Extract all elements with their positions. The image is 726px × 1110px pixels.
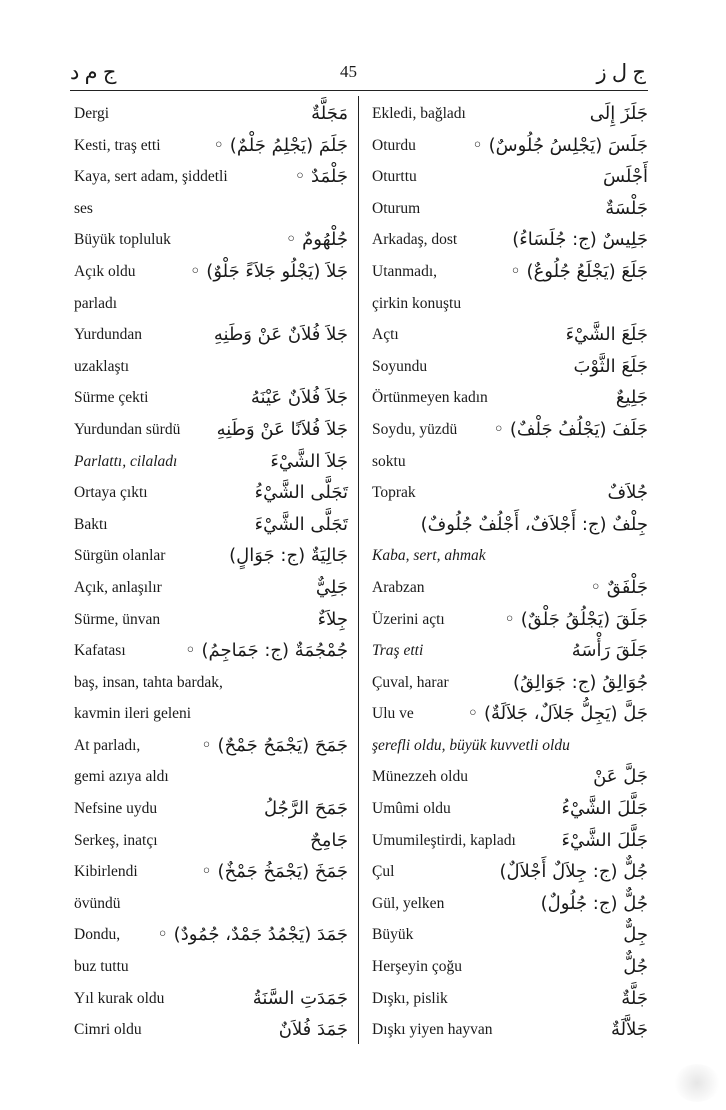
dictionary-entry [372,130,648,162]
turkish-meaning: buz tuttu [74,958,129,976]
turkish-meaning: Kibirlendi [74,863,138,881]
turkish-meaning: Açık, anlaşılır [74,578,162,596]
arabic-headword: جَلاَّلَةٌ [610,1019,648,1041]
dictionary-entry [74,856,348,888]
turkish-meaning: Sürgün olanlar [74,547,166,565]
dictionary-entry [74,604,348,636]
dictionary-entry [74,509,348,541]
page-corner-smudge [674,1064,720,1102]
dictionary-entry [372,856,648,888]
turkish-meaning: Toprak [372,484,416,502]
turkish-meaning: Soydu, yüzdü [372,420,458,438]
left-column [74,98,348,1046]
dictionary-entry [372,319,648,351]
turkish-meaning: parladı [74,294,118,312]
arabic-headword: أَجْلَسَ [602,166,648,188]
arabic-headword: جَلِيسٌ (ج: جُلَسَاءُ) [512,229,648,251]
dictionary-entry [372,224,648,256]
dictionary-entry [74,288,348,320]
header-left-root: ج م د [70,60,117,84]
turkish-meaning: Kafatası [74,642,126,660]
turkish-meaning: Soyundu [372,357,428,375]
arabic-headword: جَلِيٌّ [315,576,348,598]
dictionary-entry [372,540,648,572]
turkish-meaning: Örtünmeyen kadın [372,389,488,407]
arabic-headword: جُوَالِقُ (ج: جَوَالِقُ) [512,671,648,693]
dictionary-entry [74,319,348,351]
turkish-meaning: Umumileştirdi, kapladı [372,831,516,849]
arabic-headword: جَامِحٌ [310,829,348,851]
dictionary-entry [74,193,348,225]
arabic-headword: جَلاَ الشَّيْءَ [270,450,348,472]
arabic-headword: جَمَدَ فُلاَنٌ [278,1019,348,1041]
turkish-meaning: Traş etti [372,642,424,660]
arabic-headword: جَلَّةٌ [621,987,648,1009]
dictionary-entry [74,414,348,446]
turkish-meaning: Çul [372,863,395,881]
turkish-meaning: Yurdundan sürdü [74,420,181,438]
dictionary-entry [74,161,348,193]
arabic-headword: جَلَقَ رَأْسَهُ [571,640,648,662]
turkish-meaning: Umûmi oldu [372,800,451,818]
dictionary-entry [74,888,348,920]
turkish-meaning: Çuval, harar [372,673,449,691]
dictionary-entry [372,951,648,983]
turkish-meaning: Münezzeh oldu [372,768,468,786]
column-divider [358,96,359,1044]
arabic-headword: جَلَّ (يَجِلُّ جَلاَلٌ، جَلاَلَةٌ) ◦ [467,703,648,725]
turkish-meaning: Kaba, sert, ahmak [372,547,486,565]
dictionary-entry [372,382,648,414]
dictionary-entry [372,256,648,288]
arabic-headword: جَلاَ فُلاَنٌ عَنْ وَطَنِهِ [213,324,348,346]
page-number: 45 [340,62,357,81]
turkish-meaning: çirkin konuştu [372,294,462,312]
dictionary-entry [74,730,348,762]
turkish-meaning: Arkadaş, dost [372,231,458,249]
dictionary-entry [74,983,348,1015]
dictionary-entry [372,730,648,762]
dictionary-entry [74,761,348,793]
arabic-headword: جَلْسَةٌ [605,197,648,219]
dictionary-entry [74,635,348,667]
arabic-headword: جَلِيعٌ [615,387,648,409]
arabic-headword: جَلاَ فُلاَنٌ عَيْنَهُ [250,387,348,409]
arabic-headword: جَلَزَ إِلَى [589,103,648,124]
arabic-headword: جَلَمَ (يَجْلِمُ جَلْمٌ) ◦ [213,134,348,156]
turkish-meaning: Ulu ve [372,705,414,723]
turkish-meaning: gemi azıya aldı [74,768,169,786]
turkish-meaning: Açtı [372,326,399,344]
turkish-meaning: Üzerini açtı [372,610,445,628]
dictionary-entry [74,793,348,825]
turkish-meaning: soktu [372,452,406,470]
dictionary-entry [372,635,648,667]
dictionary-entry [74,698,348,730]
arabic-headword: تَجَلَّى الشَّيْءَ [254,513,348,535]
turkish-meaning: Yıl kurak oldu [74,989,165,1007]
arabic-headword: جَلَعَ الشَّيْءَ [565,324,648,346]
turkish-meaning: At parladı, [74,736,141,754]
dictionary-entry [372,888,648,920]
turkish-meaning: Açık oldu [74,262,136,280]
turkish-meaning: Utanmadı, [372,262,437,280]
arabic-headword: جِلٌّ [623,924,648,946]
turkish-meaning: Oturttu [372,168,417,186]
arabic-headword: جَلَّ عَنْ [593,766,648,788]
dictionary-entry [372,98,648,130]
turkish-meaning: Dondu, [74,926,121,944]
dictionary-entry [372,572,648,604]
arabic-headword: جُمْجُمَةٌ (ج: جَمَاجِمُ) ◦ [185,640,348,662]
turkish-meaning: Dışkı yiyen hayvan [372,1021,493,1039]
dictionary-entry [74,572,348,604]
arabic-headword: جُلاَفٌ [607,482,648,504]
right-column [372,98,648,1046]
dictionary-entry [74,477,348,509]
arabic-headword: جَلَّلَ الشَّيْءُ [561,798,648,820]
arabic-headword: جَلْمَدٌ ◦ [294,166,348,188]
turkish-meaning: Herşeyin çoğu [372,958,462,976]
arabic-headword: جَمَحَ الرَّجُلُ [263,798,348,820]
arabic-headword: جَمَحَ (يَجْمَحُ جَمْحٌ) ◦ [201,734,348,756]
dictionary-entry [372,414,648,446]
arabic-headword: جَلَعَ الثَّوْبَ [573,355,648,377]
dictionary-entry [372,604,648,636]
arabic-headword: جُلٌّ (ج: جِلاَلٌ أَجْلاَلٌ) [499,861,648,883]
arabic-headword: جِلاَءٌ [317,608,348,630]
turkish-meaning: Gül, yelken [372,894,445,912]
turkish-meaning: Kesti, traş etti [74,136,161,154]
arabic-headword: تَجَلَّى الشَّيْءُ [254,482,348,504]
arabic-headword: جَلَفَ (يَجْلُفُ جَلْفٌ) ◦ [493,418,648,440]
turkish-meaning: Nefsine uydu [74,800,158,818]
dictionary-entry [74,951,348,983]
turkish-meaning: Büyük [372,926,414,944]
turkish-meaning: Ortaya çıktı [74,484,148,502]
dictionary-entry [74,224,348,256]
dictionary-entry [372,825,648,857]
dictionary-entry [372,509,648,541]
dictionary-entry [372,983,648,1015]
dictionary-entry [74,667,348,699]
arabic-headword: جُلٌّ (ج: جُلُولٌ) [540,892,648,914]
dictionary-entry [372,1014,648,1046]
turkish-meaning: baş, insan, tahta bardak, [74,673,223,691]
dictionary-entry [372,919,648,951]
turkish-meaning: Serkeş, inatçı [74,831,158,849]
dictionary-entry [372,161,648,193]
turkish-meaning: şerefli oldu, büyük kuvvetli oldu [372,736,570,754]
turkish-meaning: kavmin ileri geleni [74,705,192,723]
arabic-headword: مَجَلَّةٌ [311,103,348,124]
turkish-meaning: Büyük topluluk [74,231,171,249]
turkish-meaning: Arabzan [372,578,425,596]
arabic-headword: جَلَسَ (يَجْلِسُ جُلُوسٌ) ◦ [472,134,648,156]
dictionary-entry [372,193,648,225]
header-right-root: ج ل ز [596,60,646,84]
turkish-meaning: Ekledi, bağladı [372,105,466,122]
dictionary-entry [372,477,648,509]
arabic-headword: جَلاَ فُلاَنًا عَنْ وَطَنِهِ [216,418,348,440]
dictionary-entry [74,256,348,288]
turkish-meaning: Oturdu [372,136,416,154]
arabic-headword: جَلَقَ (يَجْلُقُ جَلْقٌ) ◦ [504,608,648,630]
dictionary-entry [74,130,348,162]
dictionary-entry [74,382,348,414]
dictionary-entry [74,98,348,130]
dictionary-entry [74,446,348,478]
turkish-meaning: Baktı [74,515,108,533]
dictionary-entry [74,351,348,383]
dictionary-entry [74,919,348,951]
dictionary-entry [372,667,648,699]
arabic-headword: جَمَخَ (يَجْمَخُ جَمْخٌ) ◦ [201,861,348,883]
turkish-meaning: Dergi [74,105,110,122]
arabic-headword: جَمَدَتِ السَّنَةُ [252,987,348,1009]
arabic-headword: جِلْفٌ (ج: أَجْلاَفٌ، أَجْلُفٌ جُلُوفٌ) [420,513,648,535]
dictionary-entry [372,446,648,478]
dictionary-entry [74,540,348,572]
turkish-meaning: Dışkı, pislik [372,989,448,1007]
turkish-meaning: Kaya, sert adam, şiddetli [74,168,228,186]
arabic-headword: جَلْفَقٌ ◦ [590,576,648,598]
arabic-headword: جُلْهُومٌ ◦ [285,229,348,251]
dictionary-entry [372,698,648,730]
dictionary-entry [372,288,648,320]
dictionary-entry [372,351,648,383]
arabic-headword: جُلٌّ [623,956,648,978]
turkish-meaning: Sürme, ünvan [74,610,161,628]
turkish-meaning: Parlattı, cilaladı [74,452,178,470]
turkish-meaning: Oturum [372,199,421,217]
dictionary-entry [372,761,648,793]
page-header [70,58,646,88]
turkish-meaning: uzaklaştı [74,357,130,375]
dictionary-entry [74,825,348,857]
arabic-headword: جَلَّلَ الشَّيْءَ [561,829,648,851]
turkish-meaning: övündü [74,894,121,912]
turkish-meaning: Yurdundan [74,326,143,344]
turkish-meaning: Cimri oldu [74,1021,142,1039]
header-rule [70,90,648,91]
dictionary-entry [372,793,648,825]
arabic-headword: جَمَدَ (يَجْمُدُ جَمْدٌ، جُمُودٌ) ◦ [157,924,348,946]
dictionary-entry [74,1014,348,1046]
turkish-meaning: ses [74,199,93,217]
arabic-headword: جَلَعَ (يَجْلَعُ جُلُوعٌ) ◦ [510,260,648,282]
turkish-meaning: Sürme çekti [74,389,149,407]
arabic-headword: جَلاَ (يَجْلُو جَلاَءً جَلْوٌ) ◦ [189,260,348,282]
arabic-headword: جَالِيَةٌ (ج: جَوَالٍ) [229,545,348,567]
